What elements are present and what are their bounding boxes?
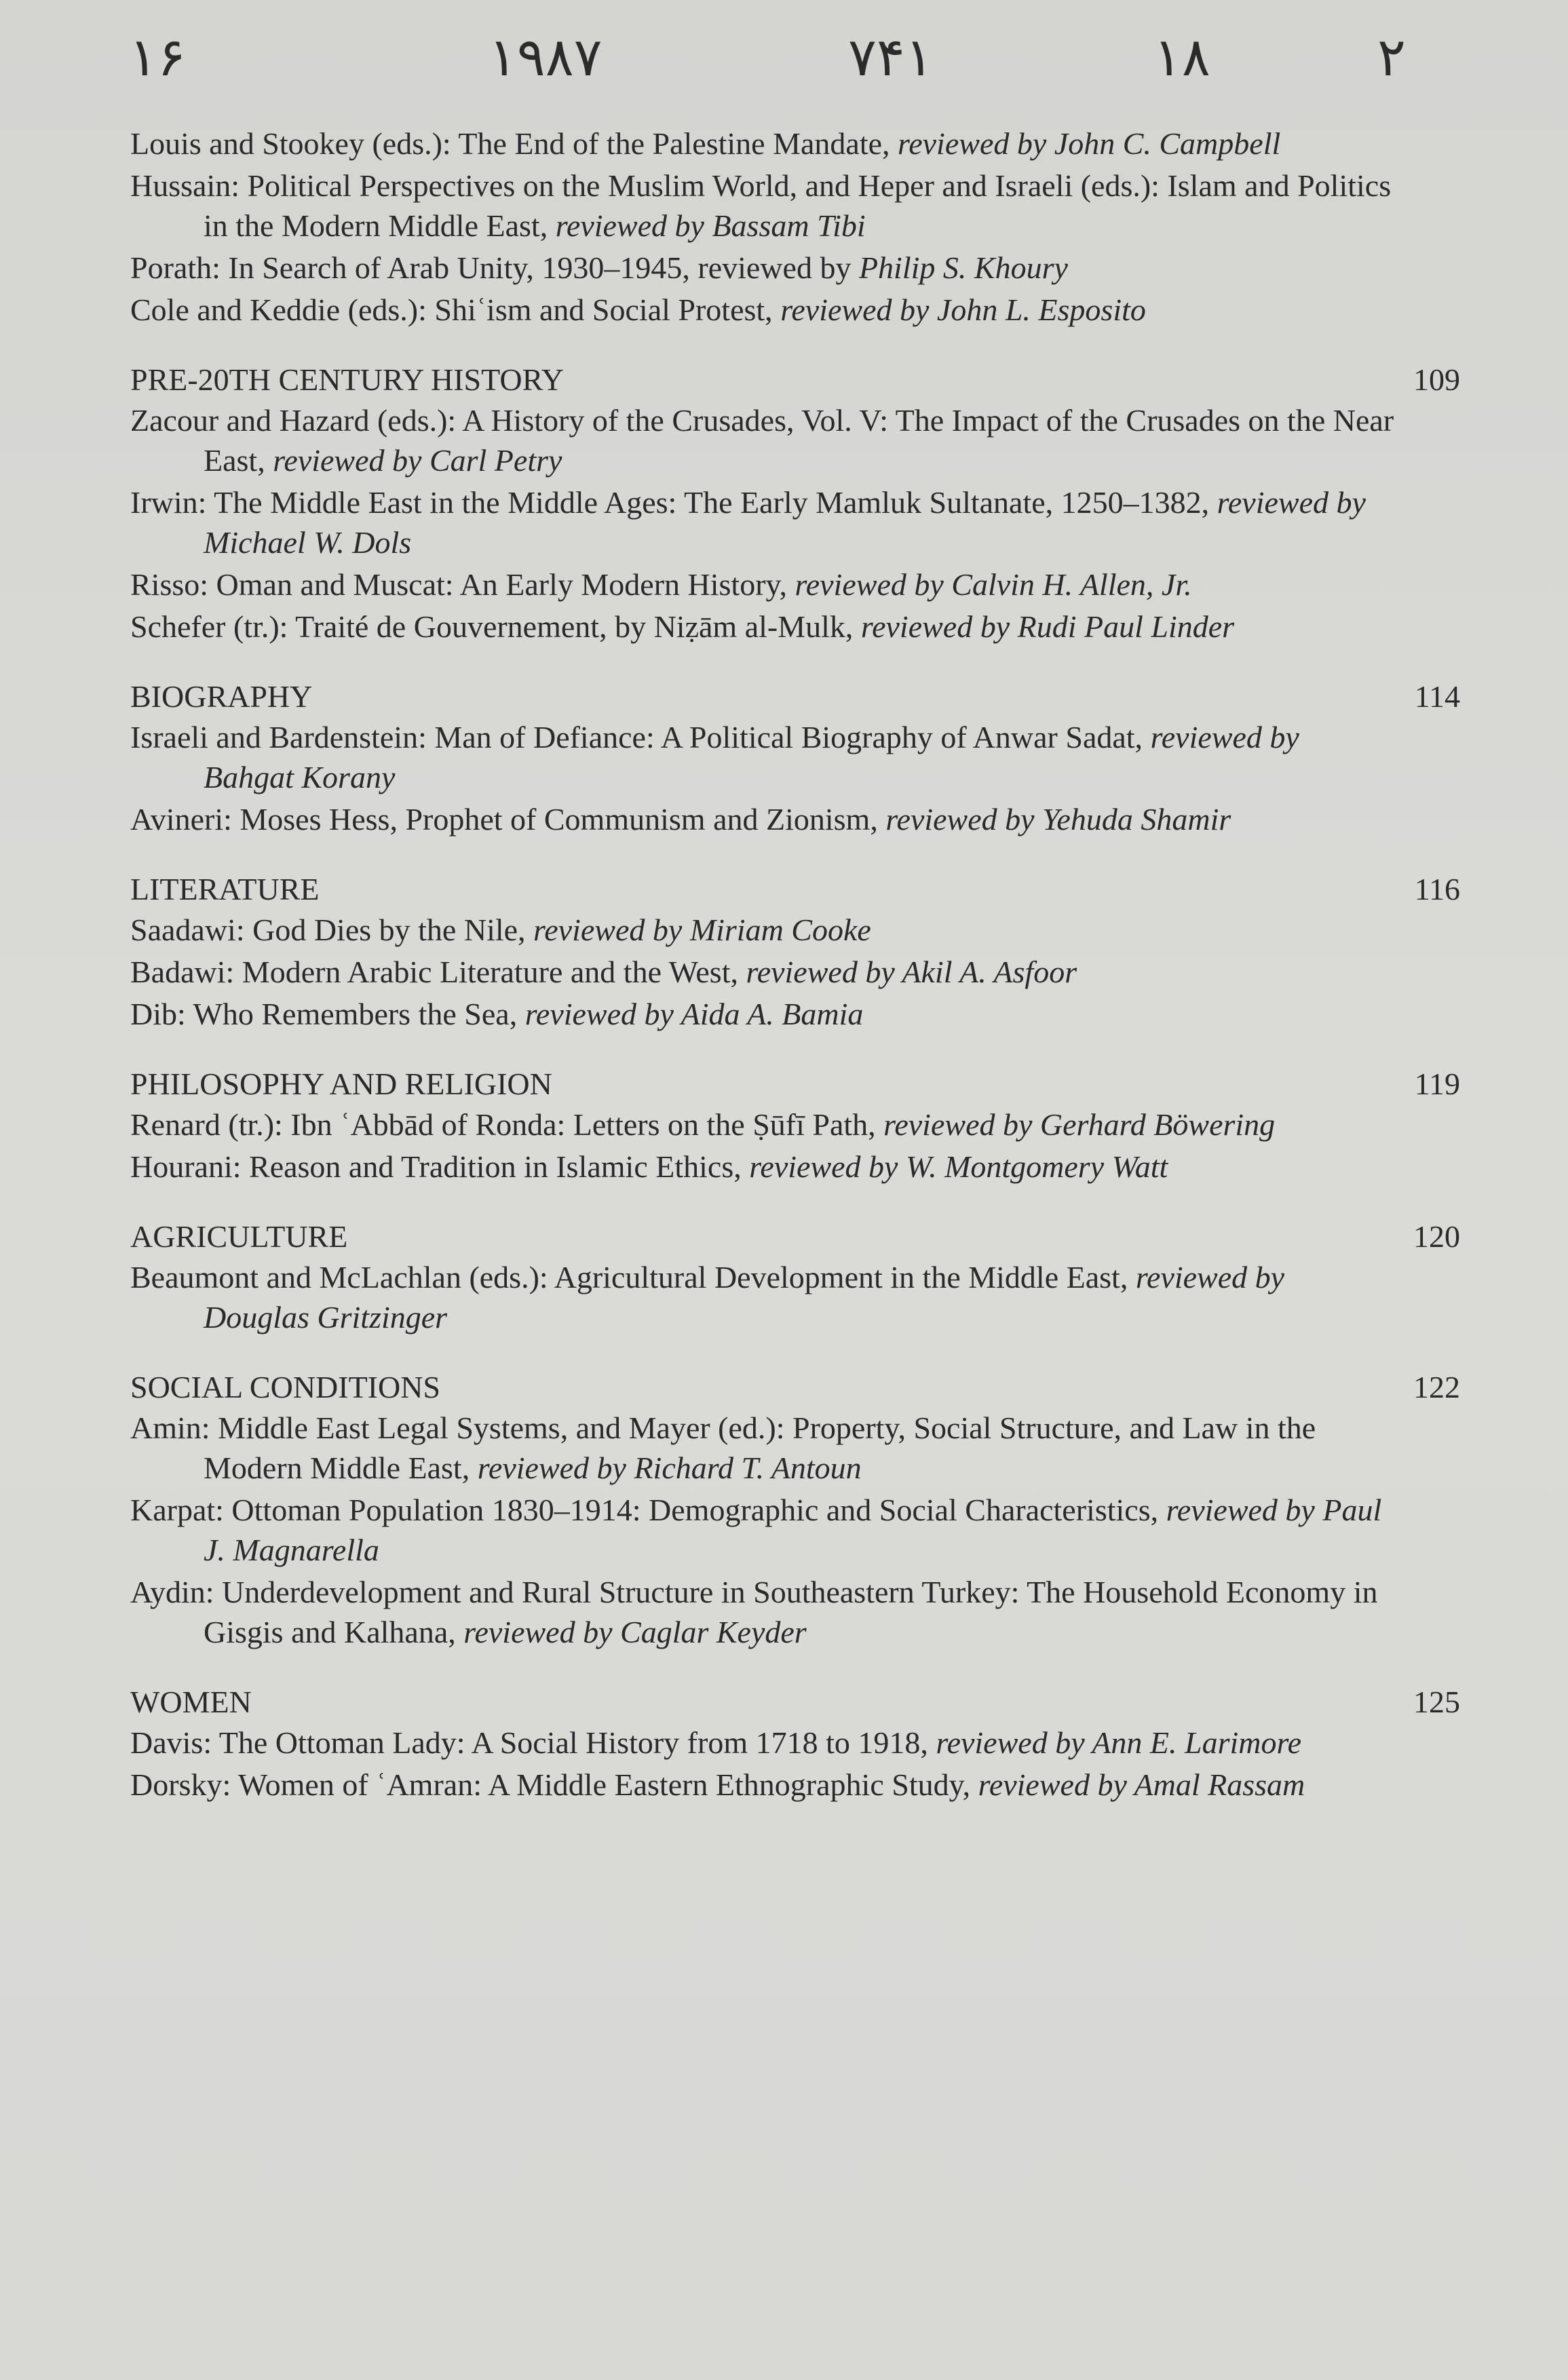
review-entry: Hourani: Reason and Tradition in Islamic Ethics, reviewed by W. Montgomery Watt [130, 1149, 1168, 1184]
handwritten-annotation: ۲ [1377, 27, 1406, 88]
review-entry: Israeli and Bardenstein: Man of Defiance: A Political Biography of Anwar Sadat, reviewed by Bahgat Korany [130, 720, 1299, 794]
section-heading: PHILOSOPHY AND RELIGION 119 [130, 1064, 1460, 1105]
page-number: 125 [1413, 1685, 1460, 1719]
review-entry: Risso: Oman and Muscat: An Early Modern History, reviewed by Calvin H. Allen, Jr. [130, 567, 1192, 602]
page-number: 119 [1414, 1067, 1460, 1101]
review-entry: Renard (tr.): Ibn ʿAbbād of Ronda: Letters on the Ṣūfī Path, reviewed by Gerhard Böwering [130, 1107, 1276, 1142]
review-entry: Karpat: Ottoman Population 1830–1914: Demographic and Social Characteristics, reviewed by Paul J. Magnarella [130, 1493, 1382, 1567]
page-number: 116 [1414, 872, 1460, 906]
review-entry: Louis and Stookey (eds.): The End of the Palestine Mandate, reviewed by John C. Campbell [130, 126, 1281, 161]
page-number: 122 [1413, 1370, 1460, 1404]
review-entry: Schefer (tr.): Traité de Gouvernement, by Niẓām al-Mulk, reviewed by Rudi Paul Linder [130, 609, 1235, 644]
review-entry: Avineri: Moses Hess, Prophet of Communism and Zionism, reviewed by Yehuda Shamir [130, 802, 1231, 837]
section-social-conditions [130, 1367, 1460, 1652]
review-entry: Beaumont and McLachlan (eds.): Agricultural Development in the Middle East, reviewed by Douglas Gritzinger [130, 1260, 1285, 1335]
section-pre-20th-century-history [130, 360, 1460, 647]
review-entry: Amin: Middle East Legal Systems, and Mayer (ed.): Property, Social Structure, and Law in the Modern Middle East, reviewed by Richard T. Antoun [130, 1410, 1316, 1485]
review-entry: Badawi: Modern Arabic Literature and the West, reviewed by Akil A. Asfoor [130, 955, 1077, 989]
section-women [130, 1682, 1460, 1805]
review-entry: Hussain: Political Perspectives on the Muslim World, and Heper and Israeli (eds.): Islam and Politics in the Modern Middle East, reviewed by Bassam Tibi [130, 168, 1392, 243]
review-entry: Davis: The Ottoman Lady: A Social History from 1718 to 1918, reviewed by Ann E. Larimore [130, 1725, 1302, 1760]
handwritten-annotation: ۱۹۸۷ [489, 27, 603, 88]
review-entry: Dorsky: Women of ʿAmran: A Middle Eastern Ethnographic Study, reviewed by Amal Rassam [130, 1767, 1305, 1802]
handwritten-annotation: ۱۸ [1153, 27, 1210, 88]
contents-list [130, 123, 1460, 1807]
review-entry: Aydin: Underdevelopment and Rural Structure in Southeastern Turkey: The Household Economy in Gisgis and Kalhana, reviewed by Caglar Keyder [130, 1575, 1378, 1649]
section-heading: SOCIAL CONDITIONS 122 [130, 1367, 1460, 1408]
review-entry: Zacour and Hazard (eds.): A History of the Crusades, Vol. V: The Impact of the Crusades on the Near East, reviewed by Carl Petry [130, 403, 1394, 478]
handwritten-annotation: ۱۶ [129, 27, 186, 88]
page-number: 109 [1413, 362, 1460, 397]
section-heading: BIOGRAPHY 114 [130, 676, 1460, 717]
review-entry: Porath: In Search of Arab Unity, 1930–1945, reviewed by Philip S. Khoury [130, 250, 1068, 285]
section-heading: AGRICULTURE 120 [130, 1216, 1460, 1257]
section-heading: LITERATURE 116 [130, 869, 1460, 910]
review-entry: Cole and Keddie (eds.): Shiʿism and Social Protest, reviewed by John L. Esposito [130, 292, 1146, 327]
section-agriculture [130, 1216, 1460, 1337]
section-philosophy-and-religion [130, 1064, 1460, 1187]
intro-entries [130, 123, 1460, 330]
review-entry: Irwin: The Middle East in the Middle Ages: The Early Mamluk Sultanate, 1250–1382, reviewed by Michael W. Dols [130, 485, 1366, 560]
section-heading: WOMEN 125 [130, 1682, 1460, 1723]
handwritten-annotation: ۷۴۱ [848, 27, 934, 88]
page-number: 114 [1414, 679, 1460, 714]
review-entry: Dib: Who Remembers the Sea, reviewed by Aida A. Bamia [130, 997, 864, 1031]
review-entry: Saadawi: God Dies by the Nile, reviewed by Miriam Cooke [130, 913, 871, 947]
section-literature [130, 869, 1460, 1034]
page-number: 120 [1413, 1219, 1460, 1254]
section-heading: PRE-20TH CENTURY HISTORY 109 [130, 360, 1460, 400]
section-biography [130, 676, 1460, 839]
